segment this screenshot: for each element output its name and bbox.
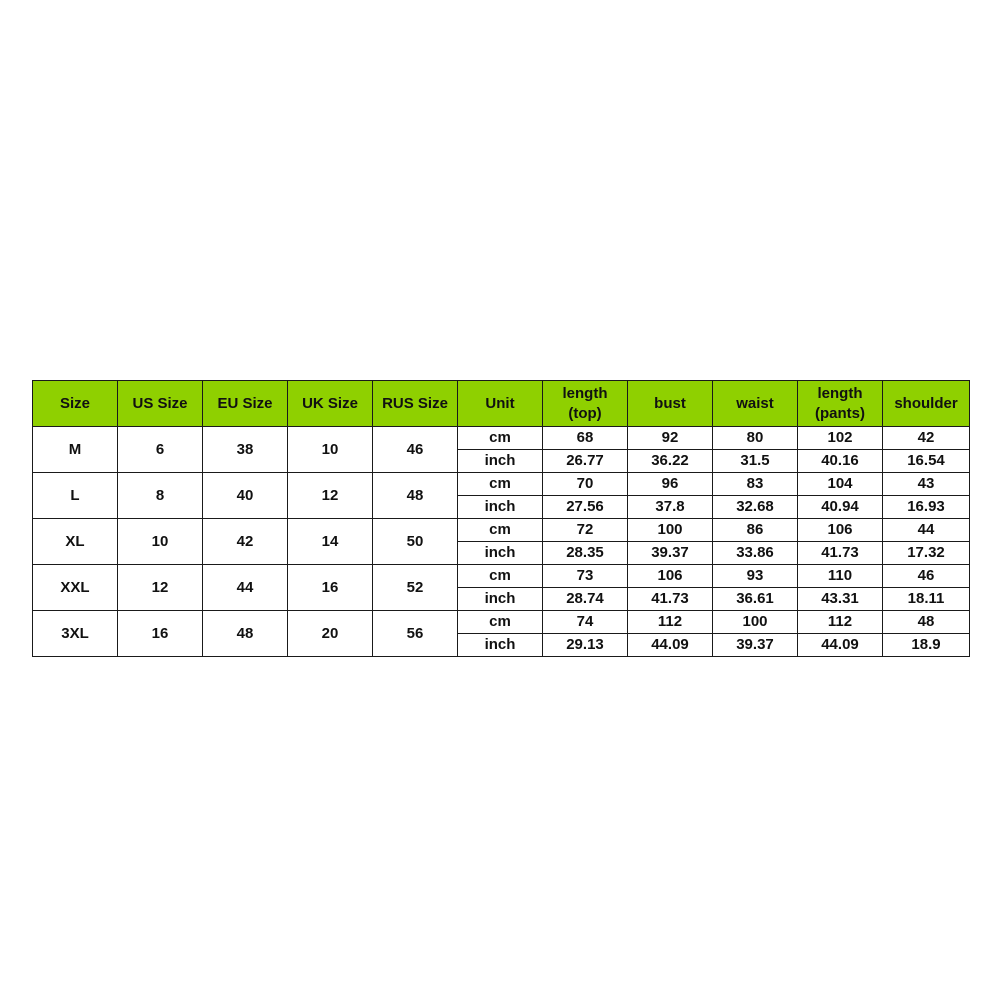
column-header bbox=[713, 381, 798, 427]
size-cell: XXL bbox=[33, 565, 118, 611]
column-header bbox=[373, 381, 458, 427]
measurement-cell: 48 bbox=[883, 611, 970, 634]
measurement-cell: 74 bbox=[543, 611, 628, 634]
measurement-cell: 100 bbox=[713, 611, 798, 634]
unit-cell: cm bbox=[458, 519, 543, 542]
measurement-cell: 44.09 bbox=[798, 634, 883, 657]
us-size-cell: 10 bbox=[118, 519, 203, 565]
column-header-label: shoulder bbox=[894, 394, 958, 412]
column-header-label: UK Size bbox=[302, 394, 358, 412]
measurement-cell: 73 bbox=[543, 565, 628, 588]
table-row bbox=[33, 611, 970, 634]
column-header bbox=[798, 381, 883, 427]
measurement-cell: 100 bbox=[628, 519, 713, 542]
rus-size-cell: 46 bbox=[373, 427, 458, 473]
size-cell: 3XL bbox=[33, 611, 118, 657]
measurement-cell: 80 bbox=[713, 427, 798, 450]
measurement-cell: 29.13 bbox=[543, 634, 628, 657]
unit-cell: inch bbox=[458, 634, 543, 657]
size-cell: M bbox=[33, 427, 118, 473]
measurement-cell: 26.77 bbox=[543, 450, 628, 473]
column-header bbox=[458, 381, 543, 427]
measurement-cell: 112 bbox=[798, 611, 883, 634]
measurement-cell: 16.54 bbox=[883, 450, 970, 473]
size-chart-table bbox=[32, 380, 970, 657]
column-header-label: length (pants) bbox=[815, 384, 865, 422]
measurement-cell: 42 bbox=[883, 427, 970, 450]
measurement-cell: 44 bbox=[883, 519, 970, 542]
size-cell: L bbox=[33, 473, 118, 519]
us-size-cell: 16 bbox=[118, 611, 203, 657]
column-header bbox=[288, 381, 373, 427]
rus-size-cell: 50 bbox=[373, 519, 458, 565]
rus-size-cell: 52 bbox=[373, 565, 458, 611]
measurement-cell: 92 bbox=[628, 427, 713, 450]
measurement-cell: 106 bbox=[798, 519, 883, 542]
uk-size-cell: 16 bbox=[288, 565, 373, 611]
measurement-cell: 28.35 bbox=[543, 542, 628, 565]
measurement-cell: 17.32 bbox=[883, 542, 970, 565]
measurement-cell: 72 bbox=[543, 519, 628, 542]
unit-cell: cm bbox=[458, 565, 543, 588]
column-header bbox=[203, 381, 288, 427]
unit-cell: inch bbox=[458, 542, 543, 565]
measurement-cell: 28.74 bbox=[543, 588, 628, 611]
eu-size-cell: 38 bbox=[203, 427, 288, 473]
uk-size-cell: 10 bbox=[288, 427, 373, 473]
rus-size-cell: 56 bbox=[373, 611, 458, 657]
measurement-cell: 40.94 bbox=[798, 496, 883, 519]
measurement-cell: 112 bbox=[628, 611, 713, 634]
measurement-cell: 68 bbox=[543, 427, 628, 450]
measurement-cell: 39.37 bbox=[628, 542, 713, 565]
column-header-label: EU Size bbox=[217, 394, 273, 412]
measurement-cell: 106 bbox=[628, 565, 713, 588]
column-header-label: Unit bbox=[485, 394, 515, 412]
measurement-cell: 32.68 bbox=[713, 496, 798, 519]
measurement-cell: 36.61 bbox=[713, 588, 798, 611]
us-size-cell: 12 bbox=[118, 565, 203, 611]
table-row bbox=[33, 473, 970, 496]
unit-cell: inch bbox=[458, 450, 543, 473]
column-header-label: length (top) bbox=[562, 384, 608, 422]
table-row bbox=[33, 565, 970, 588]
measurement-cell: 43 bbox=[883, 473, 970, 496]
us-size-cell: 8 bbox=[118, 473, 203, 519]
column-header bbox=[628, 381, 713, 427]
unit-cell: cm bbox=[458, 611, 543, 634]
column-header bbox=[883, 381, 970, 427]
unit-cell: cm bbox=[458, 473, 543, 496]
measurement-cell: 46 bbox=[883, 565, 970, 588]
column-header-label: Size bbox=[59, 394, 90, 412]
measurement-cell: 41.73 bbox=[798, 542, 883, 565]
measurement-cell: 70 bbox=[543, 473, 628, 496]
column-header-label: bust bbox=[654, 394, 686, 412]
table-header-row bbox=[33, 381, 970, 427]
unit-cell: inch bbox=[458, 588, 543, 611]
column-header bbox=[543, 381, 628, 427]
measurement-cell: 83 bbox=[713, 473, 798, 496]
eu-size-cell: 40 bbox=[203, 473, 288, 519]
column-header-label: US Size bbox=[132, 394, 188, 412]
measurement-cell: 110 bbox=[798, 565, 883, 588]
measurement-cell: 18.9 bbox=[883, 634, 970, 657]
measurement-cell: 44.09 bbox=[628, 634, 713, 657]
measurement-cell: 39.37 bbox=[713, 634, 798, 657]
column-header-label: waist bbox=[736, 394, 774, 412]
column-header bbox=[118, 381, 203, 427]
size-cell: XL bbox=[33, 519, 118, 565]
column-header bbox=[33, 381, 118, 427]
unit-cell: inch bbox=[458, 496, 543, 519]
uk-size-cell: 20 bbox=[288, 611, 373, 657]
measurement-cell: 27.56 bbox=[543, 496, 628, 519]
table-body bbox=[33, 427, 970, 657]
measurement-cell: 43.31 bbox=[798, 588, 883, 611]
us-size-cell: 6 bbox=[118, 427, 203, 473]
column-header-label: RUS Size bbox=[382, 394, 448, 412]
table-row bbox=[33, 427, 970, 450]
measurement-cell: 86 bbox=[713, 519, 798, 542]
measurement-cell: 36.22 bbox=[628, 450, 713, 473]
measurement-cell: 96 bbox=[628, 473, 713, 496]
eu-size-cell: 44 bbox=[203, 565, 288, 611]
measurement-cell: 33.86 bbox=[713, 542, 798, 565]
measurement-cell: 40.16 bbox=[798, 450, 883, 473]
measurement-cell: 37.8 bbox=[628, 496, 713, 519]
measurement-cell: 104 bbox=[798, 473, 883, 496]
table-row bbox=[33, 519, 970, 542]
measurement-cell: 102 bbox=[798, 427, 883, 450]
unit-cell: cm bbox=[458, 427, 543, 450]
uk-size-cell: 14 bbox=[288, 519, 373, 565]
measurement-cell: 18.11 bbox=[883, 588, 970, 611]
eu-size-cell: 42 bbox=[203, 519, 288, 565]
rus-size-cell: 48 bbox=[373, 473, 458, 519]
eu-size-cell: 48 bbox=[203, 611, 288, 657]
measurement-cell: 16.93 bbox=[883, 496, 970, 519]
uk-size-cell: 12 bbox=[288, 473, 373, 519]
measurement-cell: 93 bbox=[713, 565, 798, 588]
measurement-cell: 41.73 bbox=[628, 588, 713, 611]
measurement-cell: 31.5 bbox=[713, 450, 798, 473]
